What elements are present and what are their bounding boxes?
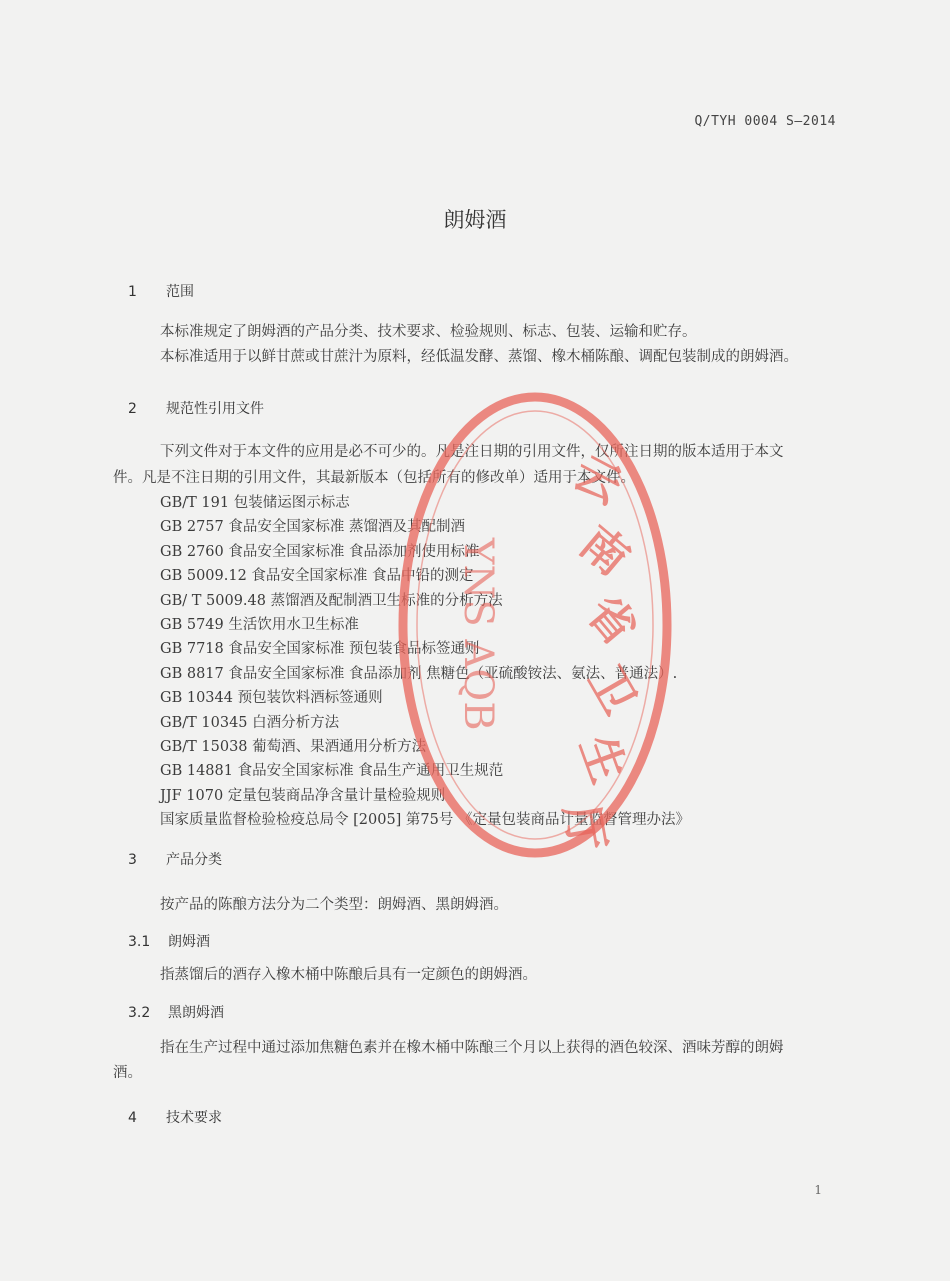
- reference-item: GB 7718 食品安全国家标准 预包装食品标签通则: [160, 641, 480, 658]
- paragraph-def-dark-rum-1: 指在生产过程中通过添加焦糖色素并在橡木桶中陈酿三个月以上获得的酒色较深、酒味芳醇的朗姆: [160, 1040, 784, 1056]
- section-heading-references: [128, 398, 264, 418]
- svg-text:YNS AQB: YNS AQB: [455, 538, 501, 731]
- subsection-title: 黑朗姆酒: [168, 1005, 224, 1021]
- section-number: 2: [128, 401, 137, 417]
- document-code: Q/TYH 0004 S—2014: [694, 114, 836, 129]
- subsection-heading-rum: [128, 931, 210, 951]
- section-title: 产品分类: [166, 852, 222, 868]
- section-number: 1: [128, 284, 137, 300]
- reference-item: GB 14881 食品安全国家标准 食品生产通用卫生规范: [160, 763, 504, 780]
- svg-text:省: 省: [576, 585, 648, 656]
- paragraph-refs-intro-1: 下列文件对于本文件的应用是必不可少的。凡是注日期的引用文件，仅所注日期的版本适用于本文: [160, 444, 784, 460]
- section-title: 规范性引用文件: [166, 401, 264, 417]
- paragraph-refs-intro-2: 件。凡是不注日期的引用文件，其最新版本（包括所有的修改单）适用于本文件。: [113, 470, 635, 486]
- document-title: 朗姆酒: [443, 208, 507, 232]
- section-number: 3: [128, 852, 137, 868]
- subsection-heading-dark-rum: [128, 1002, 224, 1022]
- reference-item: GB/T 191 包装储运图示标志: [160, 495, 350, 511]
- svg-text:卫: 卫: [577, 656, 648, 724]
- reference-item: GB 5009.12 食品安全国家标准 食品中铅的测定: [160, 568, 474, 585]
- reference-item: GB/T 15038 葡萄酒、果酒通用分析方法: [160, 738, 427, 755]
- reference-item: GB/ T 5009.48 蒸馏酒及配制酒卫生标准的分析方法: [160, 592, 503, 609]
- reference-item: 国家质量监督检验检疫总局令 [2005] 第75号 《定量包装商品计量监督管理办法》: [160, 812, 690, 829]
- subsection-number: 3.2: [128, 1005, 151, 1021]
- svg-text:厅: 厅: [554, 800, 616, 856]
- svg-text:生: 生: [569, 728, 637, 790]
- reference-item: GB 10344 预包装饮料酒标签通则: [160, 690, 383, 707]
- reference-item: JJF 1070 定量包装商品净含量计量检验规则: [160, 787, 446, 804]
- section-heading-scope: [128, 281, 194, 301]
- paragraph-def-rum: 指蒸馏后的酒存入橡木桶中陈酿后具有一定颜色的朗姆酒。: [160, 967, 537, 983]
- reference-item: GB 8817 食品安全国家标准 食品添加剂 焦糖色（亚硫酸铵法、氨法、普通法）.: [160, 665, 678, 682]
- page-number: 1: [814, 1183, 822, 1197]
- section-title: 范围: [166, 284, 194, 300]
- paragraph-def-dark-rum-2: 酒。: [113, 1065, 142, 1081]
- svg-text:云: 云: [564, 445, 631, 515]
- reference-item: GB 2757 食品安全国家标准 蒸馏酒及其配制酒: [160, 519, 465, 536]
- section-heading-classification: [128, 849, 222, 869]
- subsection-number: 3.1: [128, 934, 151, 950]
- reference-item: GB 2760 食品安全国家标准 食品添加剂使用标准: [160, 543, 480, 560]
- reference-item: GB/T 10345 白酒分析方法: [160, 714, 340, 731]
- reference-item: GB 5749 生活饮用水卫生标准: [160, 616, 359, 633]
- reference-list: [160, 491, 690, 832]
- paragraph-class-intro: 按产品的陈酿方法分为二个类型：朗姆酒、黑朗姆酒。: [160, 897, 508, 913]
- section-title: 技术要求: [166, 1110, 222, 1126]
- section-heading-technical-requirements: [128, 1107, 222, 1127]
- svg-text:南: 南: [569, 515, 640, 586]
- paragraph-scope-2: 本标准适用于以鲜甘蔗或甘蔗汁为原料，经低温发酵、蒸馏、橡木桶陈酿、调配包装制成的朗姆酒。: [160, 349, 798, 365]
- subsection-title: 朗姆酒: [168, 934, 210, 950]
- section-number: 4: [128, 1110, 137, 1126]
- paragraph-scope-1: 本标准规定了朗姆酒的产品分类、技术要求、检验规则、标志、包装、运输和贮存。: [160, 324, 697, 340]
